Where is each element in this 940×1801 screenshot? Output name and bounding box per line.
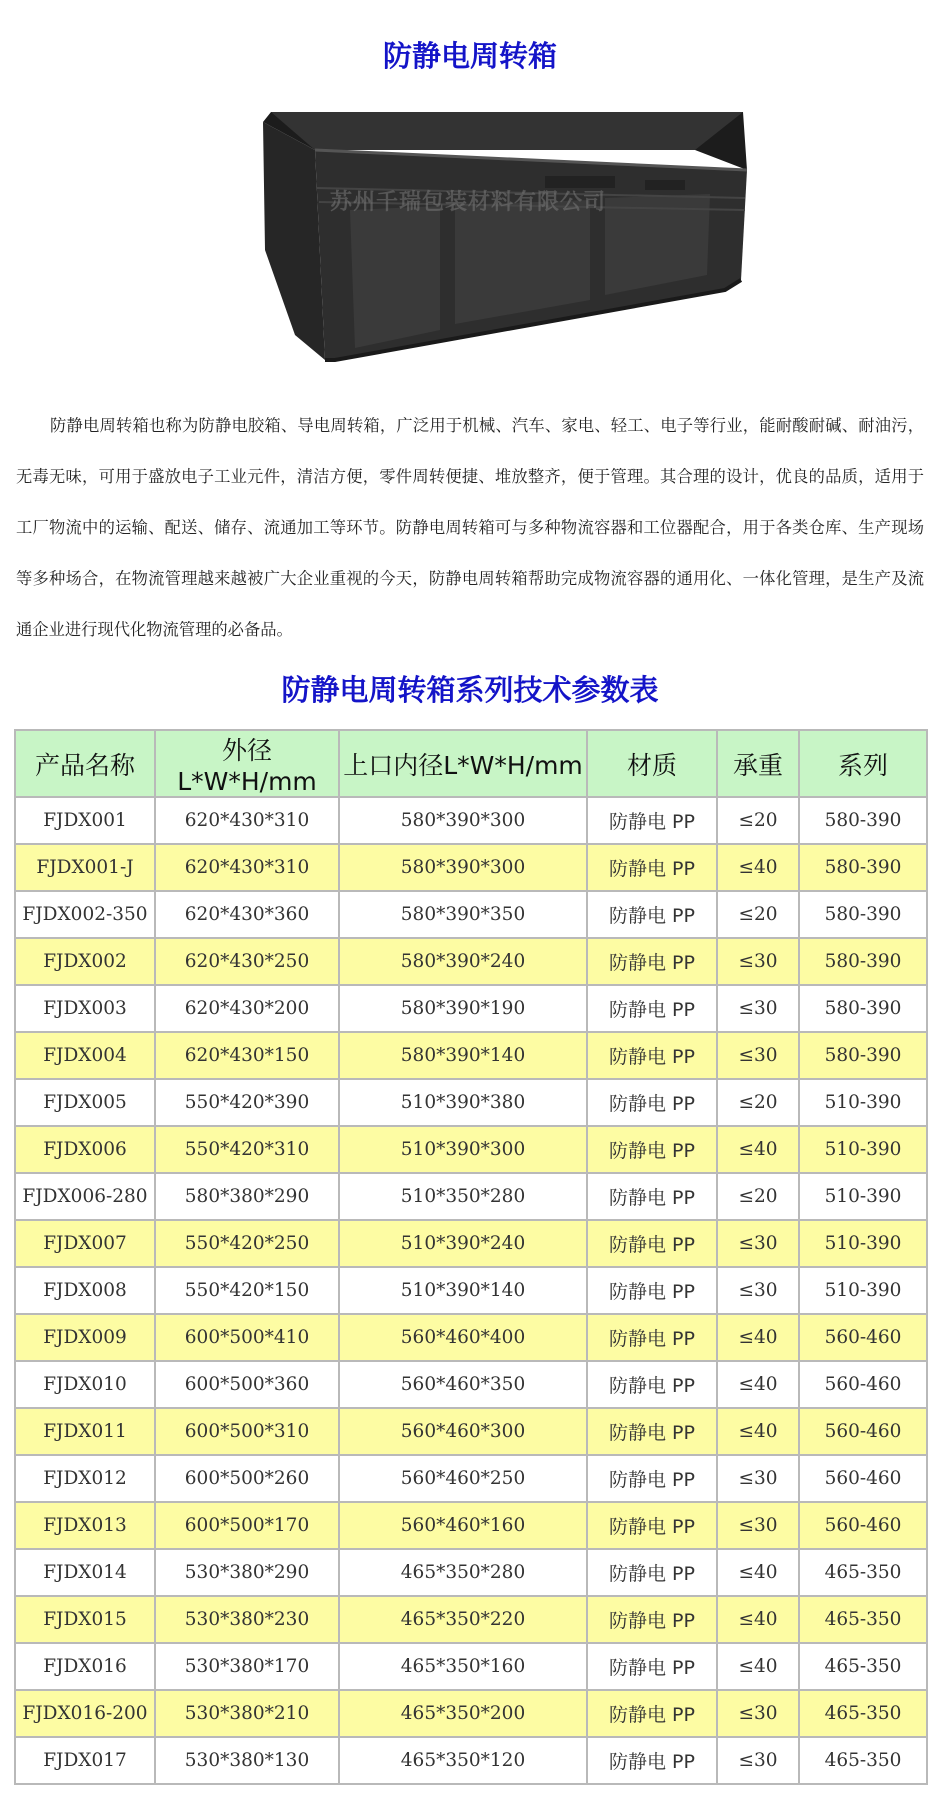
cell-load: ≤30 [717, 1032, 799, 1079]
cell-series: 560-460 [799, 1361, 927, 1408]
cell-product-name: FJDX008 [15, 1267, 155, 1314]
cell-outer-size: 620*430*310 [155, 844, 339, 891]
spec-table [14, 729, 928, 1785]
cell-load: ≤20 [717, 797, 799, 844]
cell-inner-size: 560*460*250 [339, 1455, 587, 1502]
cell-inner-size: 510*390*300 [339, 1126, 587, 1173]
cell-material: 防静电 PP [587, 985, 717, 1032]
cell-load: ≤30 [717, 1737, 799, 1784]
cell-product-name: FJDX003 [15, 985, 155, 1032]
table-title: 防静电周转箱系列技术参数表 [281, 673, 659, 707]
cell-inner-size: 465*350*280 [339, 1549, 587, 1596]
cell-series: 580-390 [799, 844, 927, 891]
cell-material: 防静电 PP [587, 938, 717, 985]
cell-product-name: FJDX007 [15, 1220, 155, 1267]
cell-load: ≤40 [717, 1596, 799, 1643]
cell-product-name: FJDX001 [15, 797, 155, 844]
cell-load: ≤30 [717, 938, 799, 985]
cell-series: 560-460 [799, 1408, 927, 1455]
cell-load: ≤20 [717, 1173, 799, 1220]
cell-series: 580-390 [799, 891, 927, 938]
cell-outer-size: 600*500*410 [155, 1314, 339, 1361]
cell-outer-size: 620*430*310 [155, 797, 339, 844]
cell-product-name: FJDX002 [15, 938, 155, 985]
cell-load: ≤40 [717, 1549, 799, 1596]
table-row [15, 891, 927, 938]
header-outer-size: 外径L*W*H/mm [155, 730, 339, 797]
cell-series: 580-390 [799, 938, 927, 985]
table-row [15, 1455, 927, 1502]
header-product-name: 产品名称 [15, 730, 155, 797]
table-row [15, 1737, 927, 1784]
cell-load: ≤30 [717, 1455, 799, 1502]
cell-material: 防静电 PP [587, 1502, 717, 1549]
table-row [15, 1408, 927, 1455]
cell-series: 510-390 [799, 1267, 927, 1314]
cell-load: ≤30 [717, 1502, 799, 1549]
cell-series: 510-390 [799, 1173, 927, 1220]
cell-series: 580-390 [799, 1032, 927, 1079]
cell-inner-size: 510*390*240 [339, 1220, 587, 1267]
cell-material: 防静电 PP [587, 1455, 717, 1502]
cell-material: 防静电 PP [587, 1643, 717, 1690]
cell-series: 560-460 [799, 1314, 927, 1361]
cell-inner-size: 510*350*280 [339, 1173, 587, 1220]
cell-material: 防静电 PP [587, 1220, 717, 1267]
cell-outer-size: 600*500*360 [155, 1361, 339, 1408]
cell-series: 580-390 [799, 797, 927, 844]
cell-load: ≤40 [717, 1314, 799, 1361]
table-row [15, 1032, 927, 1079]
cell-series: 560-460 [799, 1502, 927, 1549]
table-row [15, 1502, 927, 1549]
table-row [15, 797, 927, 844]
product-description: 防静电周转箱也称为防静电胶箱、导电周转箱，广泛用于机械、汽车、家电、轻工、电子等行业，能耐酸耐碱、耐油污，无毒无味，可用于盛放电子工业元件，清洁方便，零件周转便捷、堆放整齐，便于管理。其合理的设计，优良的品质，适用于工厂物流中的运输、配送、储存、流通加工等环节。防静电周转箱可与多种物流容器和工位器配合，用于各类仓库、生产现场等多种场合，在物流管理越来越被广大企业重视的今天，防静电周转箱帮助完成物流容器的通用化、一体化管理，是生产及流通企业进行现代化物流管理的必备品。 [16, 416, 924, 639]
cell-product-name: FJDX010 [15, 1361, 155, 1408]
cell-product-name: FJDX016-200 [15, 1690, 155, 1737]
cell-product-name: FJDX009 [15, 1314, 155, 1361]
table-row [15, 1690, 927, 1737]
table-row [15, 985, 927, 1032]
cell-inner-size: 510*390*380 [339, 1079, 587, 1126]
table-row [15, 1596, 927, 1643]
cell-product-name: FJDX014 [15, 1549, 155, 1596]
header-material: 材质 [587, 730, 717, 797]
table-row [15, 938, 927, 985]
cell-load: ≤40 [717, 1361, 799, 1408]
cell-inner-size: 580*390*140 [339, 1032, 587, 1079]
cell-inner-size: 560*460*300 [339, 1408, 587, 1455]
watermark-text: 苏州千瑞包装材料有限公司 [330, 190, 607, 215]
cell-load: ≤20 [717, 1079, 799, 1126]
cell-inner-size: 580*390*300 [339, 844, 587, 891]
cell-series: 580-390 [799, 985, 927, 1032]
cell-product-name: FJDX011 [15, 1408, 155, 1455]
cell-load: ≤40 [717, 1408, 799, 1455]
cell-load: ≤30 [717, 1267, 799, 1314]
header-inner-size: 上口内径L*W*H/mm [339, 730, 587, 797]
cell-outer-size: 550*420*310 [155, 1126, 339, 1173]
cell-load: ≤30 [717, 1690, 799, 1737]
cell-material: 防静电 PP [587, 1549, 717, 1596]
cell-product-name: FJDX017 [15, 1737, 155, 1784]
cell-inner-size: 465*350*200 [339, 1690, 587, 1737]
cell-outer-size: 620*430*250 [155, 938, 339, 985]
cell-outer-size: 530*380*130 [155, 1737, 339, 1784]
cell-product-name: FJDX005 [15, 1079, 155, 1126]
cell-material: 防静电 PP [587, 1314, 717, 1361]
cell-inner-size: 560*460*350 [339, 1361, 587, 1408]
cell-load: ≤30 [717, 1220, 799, 1267]
cell-product-name: FJDX006-280 [15, 1173, 155, 1220]
crate-illustration [255, 110, 755, 380]
cell-inner-size: 580*390*240 [339, 938, 587, 985]
cell-material: 防静电 PP [587, 797, 717, 844]
cell-outer-size: 530*380*290 [155, 1549, 339, 1596]
cell-series: 510-390 [799, 1126, 927, 1173]
cell-series: 465-350 [799, 1549, 927, 1596]
cell-load: ≤30 [717, 985, 799, 1032]
cell-inner-size: 560*460*160 [339, 1502, 587, 1549]
cell-series: 465-350 [799, 1596, 927, 1643]
cell-outer-size: 600*500*310 [155, 1408, 339, 1455]
table-header-row [15, 730, 927, 797]
cell-load: ≤20 [717, 891, 799, 938]
cell-material: 防静电 PP [587, 1361, 717, 1408]
table-row [15, 844, 927, 891]
header-load: 承重 [717, 730, 799, 797]
cell-inner-size: 580*390*350 [339, 891, 587, 938]
cell-outer-size: 550*420*250 [155, 1220, 339, 1267]
cell-material: 防静电 PP [587, 1596, 717, 1643]
cell-outer-size: 620*430*360 [155, 891, 339, 938]
cell-material: 防静电 PP [587, 891, 717, 938]
cell-product-name: FJDX012 [15, 1455, 155, 1502]
header-series: 系列 [799, 730, 927, 797]
cell-product-name: FJDX002-350 [15, 891, 155, 938]
table-row [15, 1361, 927, 1408]
cell-product-name: FJDX004 [15, 1032, 155, 1079]
cell-material: 防静电 PP [587, 1032, 717, 1079]
cell-outer-size: 580*380*290 [155, 1173, 339, 1220]
cell-outer-size: 620*430*150 [155, 1032, 339, 1079]
cell-load: ≤40 [717, 1126, 799, 1173]
cell-material: 防静电 PP [587, 844, 717, 891]
cell-material: 防静电 PP [587, 1690, 717, 1737]
cell-series: 465-350 [799, 1690, 927, 1737]
cell-outer-size: 550*420*390 [155, 1079, 339, 1126]
cell-material: 防静电 PP [587, 1267, 717, 1314]
cell-series: 560-460 [799, 1455, 927, 1502]
cell-series: 465-350 [799, 1643, 927, 1690]
cell-inner-size: 510*390*140 [339, 1267, 587, 1314]
table-row [15, 1173, 927, 1220]
table-row [15, 1126, 927, 1173]
cell-load: ≤40 [717, 1643, 799, 1690]
cell-outer-size: 620*430*200 [155, 985, 339, 1032]
cell-outer-size: 550*420*150 [155, 1267, 339, 1314]
cell-inner-size: 465*350*160 [339, 1643, 587, 1690]
table-row [15, 1314, 927, 1361]
cell-product-name: FJDX006 [15, 1126, 155, 1173]
cell-series: 510-390 [799, 1220, 927, 1267]
cell-outer-size: 530*380*170 [155, 1643, 339, 1690]
table-row [15, 1549, 927, 1596]
cell-inner-size: 560*460*400 [339, 1314, 587, 1361]
cell-load: ≤40 [717, 844, 799, 891]
cell-inner-size: 465*350*220 [339, 1596, 587, 1643]
table-row [15, 1079, 927, 1126]
cell-outer-size: 530*380*230 [155, 1596, 339, 1643]
cell-inner-size: 580*390*300 [339, 797, 587, 844]
cell-product-name: FJDX001-J [15, 844, 155, 891]
table-row [15, 1220, 927, 1267]
cell-outer-size: 600*500*170 [155, 1502, 339, 1549]
cell-series: 510-390 [799, 1079, 927, 1126]
product-image [255, 110, 755, 380]
cell-product-name: FJDX015 [15, 1596, 155, 1643]
cell-material: 防静电 PP [587, 1173, 717, 1220]
cell-inner-size: 465*350*120 [339, 1737, 587, 1784]
cell-product-name: FJDX016 [15, 1643, 155, 1690]
cell-material: 防静电 PP [587, 1126, 717, 1173]
cell-outer-size: 600*500*260 [155, 1455, 339, 1502]
cell-inner-size: 580*390*190 [339, 985, 587, 1032]
cell-material: 防静电 PP [587, 1079, 717, 1126]
table-row [15, 1643, 927, 1690]
cell-outer-size: 530*380*210 [155, 1690, 339, 1737]
cell-material: 防静电 PP [587, 1408, 717, 1455]
page-title: 防静电周转箱 [382, 39, 557, 73]
cell-material: 防静电 PP [587, 1737, 717, 1784]
cell-series: 465-350 [799, 1737, 927, 1784]
table-row [15, 1267, 927, 1314]
cell-product-name: FJDX013 [15, 1502, 155, 1549]
